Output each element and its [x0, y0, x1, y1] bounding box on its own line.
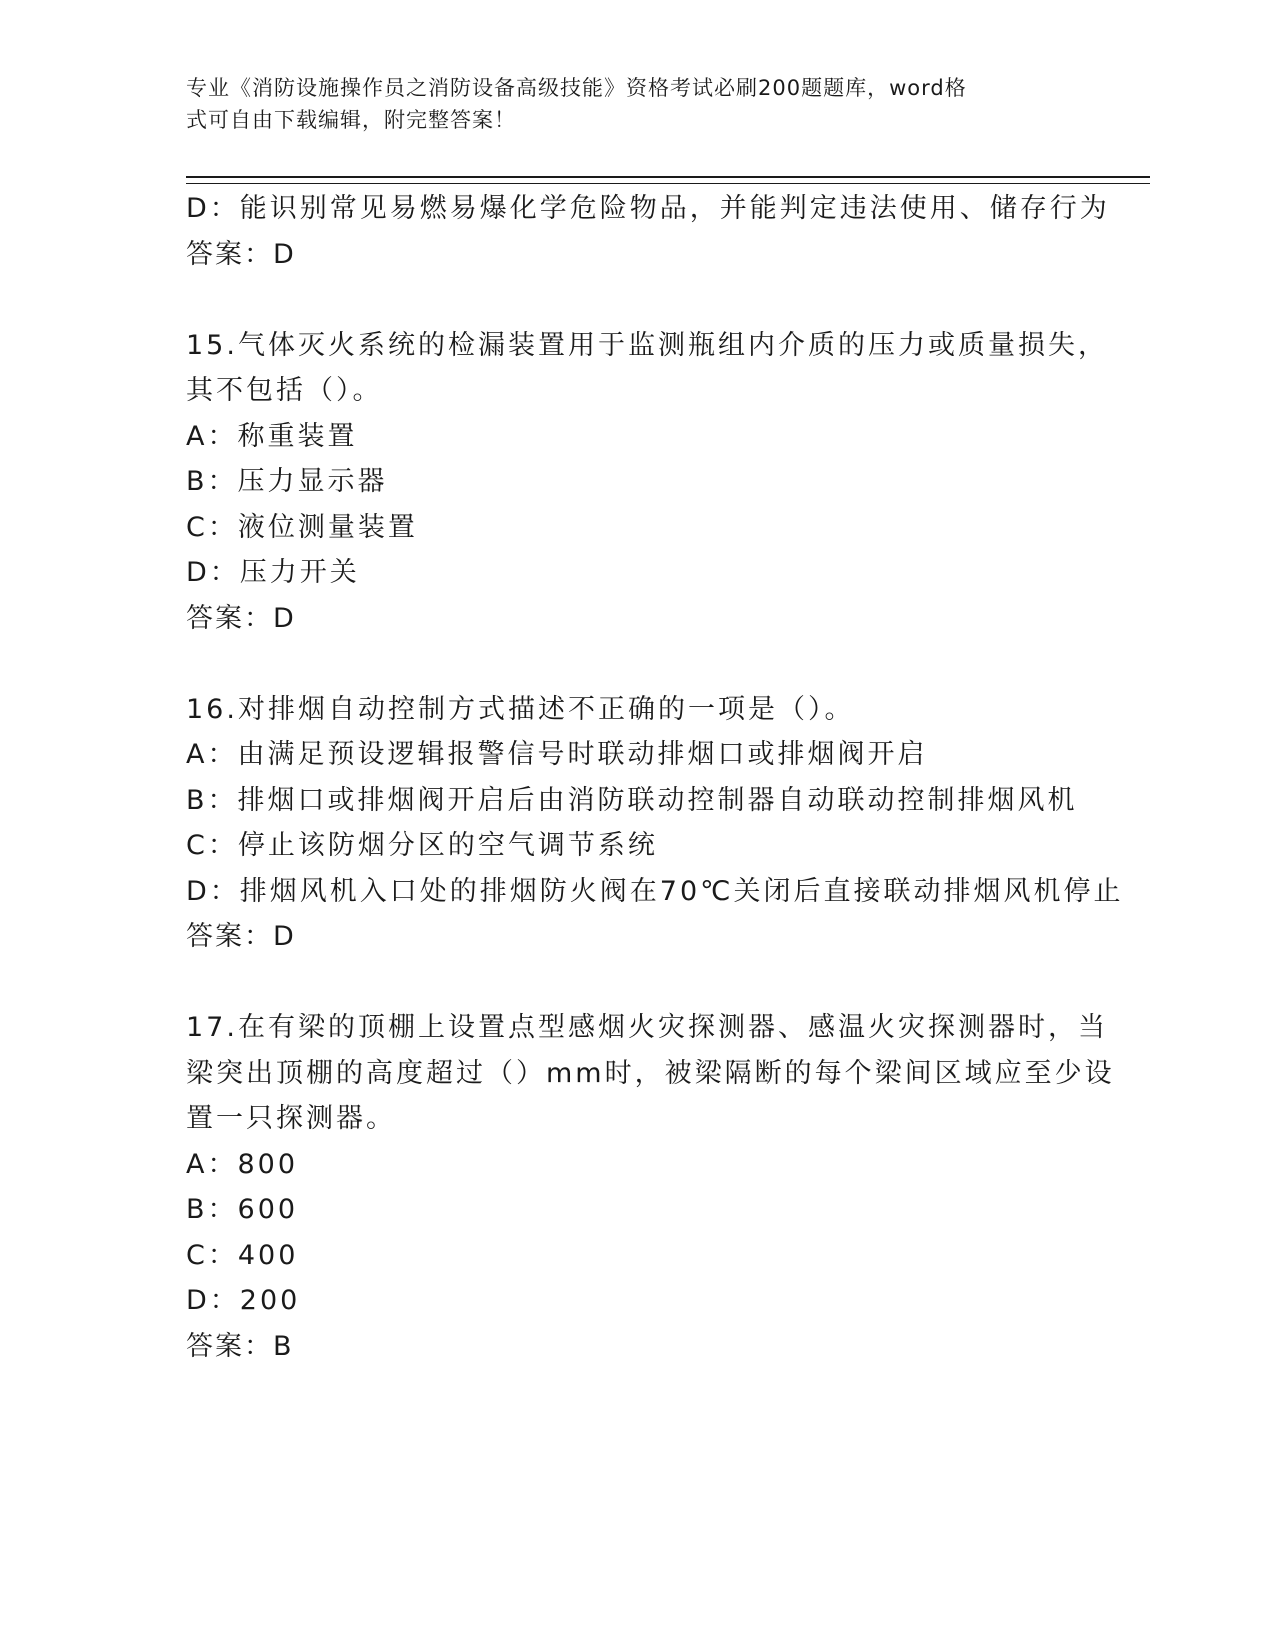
- answer-line: 答案：D: [186, 602, 296, 634]
- option-d: D：能识别常见易燃易爆化学危险物品，并能判定违法使用、储存行为: [186, 193, 1110, 224]
- question-block-17: [186, 1005, 1116, 1369]
- header-line: 专业《消防设施操作员之消防设备高级技能》资格考试必刷200题题库，word格: [186, 76, 967, 100]
- answer-line: 答案：B: [186, 1330, 294, 1362]
- question-stem: 梁突出顶棚的高度超过（）mm时，被梁隔断的每个梁间区域应至少设: [186, 1057, 1115, 1089]
- spacer: [186, 277, 1116, 323]
- question-list: [186, 186, 1124, 1369]
- option-a: A：800: [186, 1148, 299, 1180]
- question-stem: 17.在有梁的顶棚上设置点型感烟火灾探测器、感温火灾探测器时，当: [186, 1012, 1108, 1043]
- question-stem: 16.对排烟自动控制方式描述不正确的一项是（）。: [186, 693, 855, 725]
- document-header: [186, 72, 1066, 136]
- question-block-14: [186, 186, 1116, 277]
- option-d: D：压力开关: [186, 557, 360, 588]
- option-c: C：停止该防烟分区的空气调节系统: [186, 830, 658, 861]
- spacer: [186, 641, 1116, 687]
- option-c: C：液位测量装置: [186, 511, 418, 543]
- option-b: B：排烟口或排烟阀开启后由消防联动控制器自动联动控制排烟风机: [186, 784, 1078, 816]
- question-stem: 其不包括（）。: [186, 375, 383, 406]
- question-stem: 15.气体灭火系统的检漏装置用于监测瓶组内介质的压力或质量损失，: [186, 329, 1108, 361]
- header-line: 式可自由下载编辑，附完整答案！: [186, 108, 516, 132]
- spacer: [186, 960, 1116, 1006]
- question-block-16: [186, 687, 1124, 960]
- option-b: B：600: [186, 1194, 299, 1225]
- option-a: A：由满足预设逻辑报警信号时联动排烟口或排烟阀开启: [186, 739, 928, 770]
- question-block-15: [186, 323, 1116, 642]
- question-stem: 置一只探测器。: [186, 1103, 396, 1134]
- option-a: A：称重装置: [186, 420, 358, 452]
- answer-line: 答案：D: [186, 238, 296, 270]
- header-divider-thick: [186, 176, 1150, 178]
- answer-line: 答案：D: [186, 921, 296, 952]
- option-d: D：排烟风机入口处的排烟防火阀在70℃关闭后直接联动排烟风机停止: [186, 875, 1124, 907]
- option-b: B：压力显示器: [186, 466, 388, 497]
- header-divider-thin: [186, 183, 1150, 184]
- option-c: C：400: [186, 1239, 299, 1271]
- option-d: D：200: [186, 1285, 301, 1316]
